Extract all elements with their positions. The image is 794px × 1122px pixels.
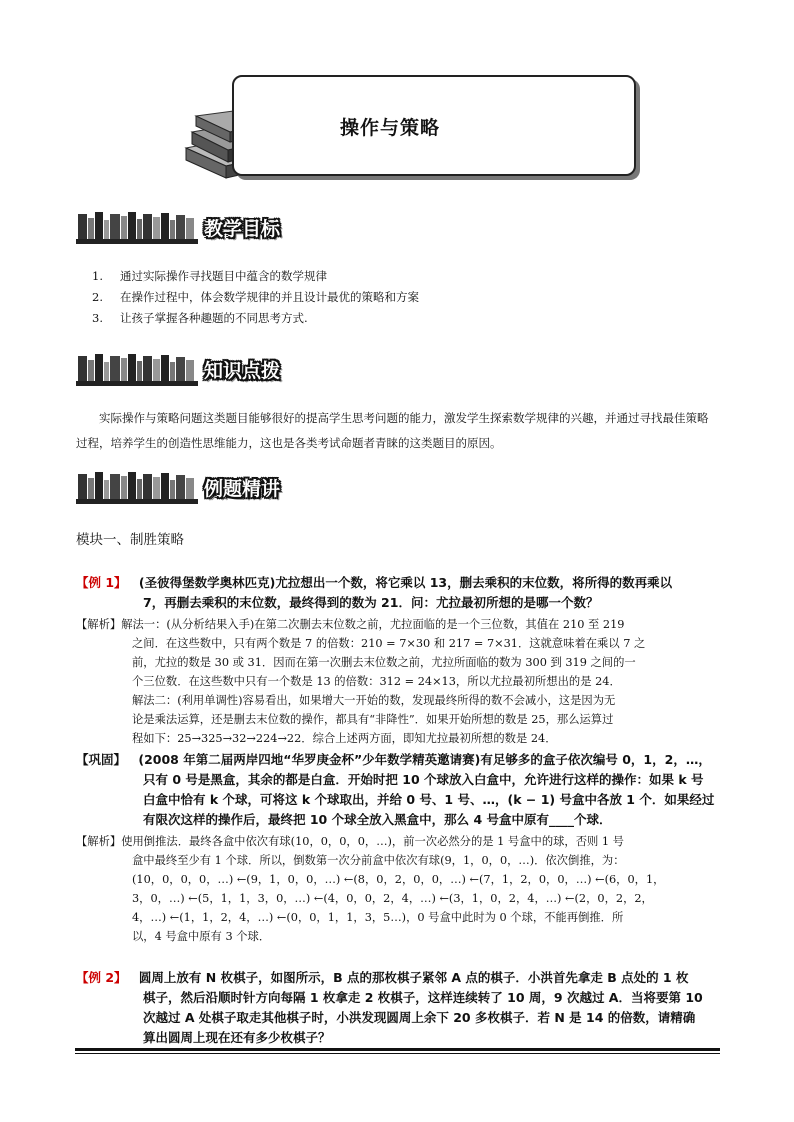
bookshelf-icon: [76, 210, 198, 244]
example-2: 【例 2】 圆周上放有 N 枚棋子，如图所示，B 点的那枚棋子紧邻 A 点的棋子．小洪首先拿走 B 点处的 1 枚 棋子，然后沿顺时针方向每隔 1 枚拿走 2 枚棋子，这样连续转了 10 周，9 次越过 A．当将要第 10 次越过 A 处棋子取走其他棋子时，小洪发现圆周上余下 20 多枚棋子．若 N 是 14 的倍数，请精确 算出圆周上现在还有多少枚棋子？: [76, 970, 703, 1045]
solution: 【解析】解法一：(从分析结果入手)在第二次删去末位数之前，尤拉面临的是一个三位数，其值在 210 至 219 之间．在这些数中，只有两个数是 7 的倍数：210 = 7×30 和 217 = 7×31．这就意味着在乘以 7 之 前，尤拉的数是 30 或 31．因而在第一次删去末位数之前，尤拉所面临的数为 300 到 319 之间的一 个三位数．在这些数中只有一个数是 13 的倍数：312 = 24×13，所以尤拉最初所想出的是 24． 解法二：(利用单调性)容易看出，如果增大一开始的数，发现最终所得的数不会减小，这是因为无 论是乘法运算，还是删去末位数的操作，都具有“非降性”．如果开始所想的数是 25，那么运算过 程如下：25→325→32→224→22．综合上述两方面，即知尤拉最初所想的数是 24．: [76, 618, 646, 745]
module-title: 模块一、制胜策略: [76, 532, 184, 548]
section-header-goals: [76, 210, 336, 250]
section-header-examples: [76, 470, 336, 510]
section-title: 教学目标: [204, 218, 281, 240]
list-item: 1. 通过实际操作寻找题目中蕴含的数学规律: [92, 269, 327, 283]
page-title: 操作与策略: [340, 117, 441, 139]
example-1: 【例 1】 (圣彼得堡数学奥林匹克)尤拉想出一个数，将它乘以 13，删去乘积的末位数，将所得的数再乘以 7，再删去乘积的末位数，最终得到的数为 21．问：尤拉最初所想的是哪一个数？ 【解析】解法一：(从分析结果入手)在第二次删去末位数之前，尤拉面临的是一个三位数，其值在 210 至 219 之间．在这些数中，只有两个数是 7 的倍数：210 = 7×30 和 217 = 7×31．这就意味着在乘以 7 之 前，尤拉的数是 30 或 31．因而在第一次删去末位数之前，尤拉所面临的数为 300 到 319 之间的一 个三位数．在这些数中只有一个数是 13 的倍数：312 = 24×13，所以尤拉最初所想出的是 24． 解法二：(利用单调性)容易看出，如果增大一开始的数，发现最终所得的数不会减小，这是因为无 论是乘法运算，还是删去末位数的操作，都具有“非降性”．如果开始所想的数是 25，那么运算过 程如下：25→325→32→224→22．综合上述两方面，即知尤拉最初所想的数是 24．: [76, 573, 726, 748]
list-item: 3. 让孩子掌握各种趣题的不同思考方式.: [92, 311, 308, 325]
footer-rule-thin: [75, 1053, 720, 1054]
section-title: 例题精讲: [204, 478, 281, 500]
example-label: 【例 1】: [76, 575, 127, 590]
solution: 【解析】使用倒推法．最终各盒中依次有球(10，0，0，0，…)，前一次必然分的是 1 号盒中的球，否则 1 号 盒中最终至少有 1 个球．所以，倒数第一次分前盒中依次有球(9，1，0，0，…)．依次倒推，为： (10，0，0，0，…) ←(9，1，0，0，…) ←(8，0，2，0，0，…) ←(7，1，2，0，0，…) ←(6，0，1， 3，0，…) ←(5，1，1，3，0，…) ←(4，0，0，2，4，…) ←(3，1，0，2，4，…) ←(2，0，2，2， 4，…) ←(1，1，2，4，…) ←(0，0，1，1，3，5…)，0 号盒中此时为 0 个球，不能再倒推．所 以，4 号盒中原有 3 个球．: [76, 835, 665, 943]
consolidation: 【巩固】 (2008 年第二届两岸四地“华罗庚金杯”少年数学精英邀请赛)有足够多的盒子依次编号 0，1，2，…， 只有 0 号是黑盒，其余的都是白盒．开始时把 10 个球放入白盒中，允许进行这样的操作：如果 k 号 白盒中恰有 k 个球，可将这 k 个球取出，并给 0 号、1 号、…，(k − 1) 号盒中各放 1 个．如果经过 有限次这样的操作后，最终把 10 个球全放入黑盒中，那么 4 号盒中原有____个球． 【解析】使用倒推法．最终各盒中依次有球(10，0，0，0，…)，前一次必然分的是 1 号盒中的球，否则 1 号 盒中最终至少有 1 个球．所以，倒数第一次分前盒中依次有球(9，1，0，0，…)．依次倒推，为： (10，0，0，0，…) ←(9，1，0，0，…) ←(8，0，2，0，0，…) ←(7，1，2，0，0，…) ←(6，0，1， 3，0，…) ←(5，1，1，3，0，…) ←(4，0，0，2，4，…) ←(3，1，0，2，4，…) ←(2，0，2，2， 4，…) ←(1，1，2，4，…) ←(0，0，1，1，3，5…)，0 号盒中此时为 0 个球，不能再倒推．所 以，4 号盒中原有 3 个球．: [76, 750, 726, 946]
goals-list: [92, 266, 419, 329]
section-title: 知识点拨: [204, 360, 281, 382]
bookshelf-icon: [76, 470, 198, 504]
footer-rule: [75, 1048, 720, 1051]
example-question: 【例 1】 (圣彼得堡数学奥林匹克)尤拉想出一个数，将它乘以 13，删去乘积的末位数，将所得的数再乘以: [76, 575, 673, 590]
section-header-knowledge: [76, 352, 336, 392]
example-label: 【巩固】: [76, 752, 127, 767]
list-item: 2. 在操作过程中，体会数学规律的并且设计最优的策略和方案: [92, 290, 419, 304]
bookshelf-icon: [76, 352, 198, 386]
example-label: 【例 2】: [76, 970, 127, 985]
knowledge-paragraph: 实际操作与策略问题这类题目能够很好的提高学生思考问题的能力，激发学生探索数学规律的兴趣，并通过寻找最佳策略过程，培养学生的创造性思维能力，这也是各类考试命题者青睐的这类题目的原因。: [76, 411, 709, 450]
